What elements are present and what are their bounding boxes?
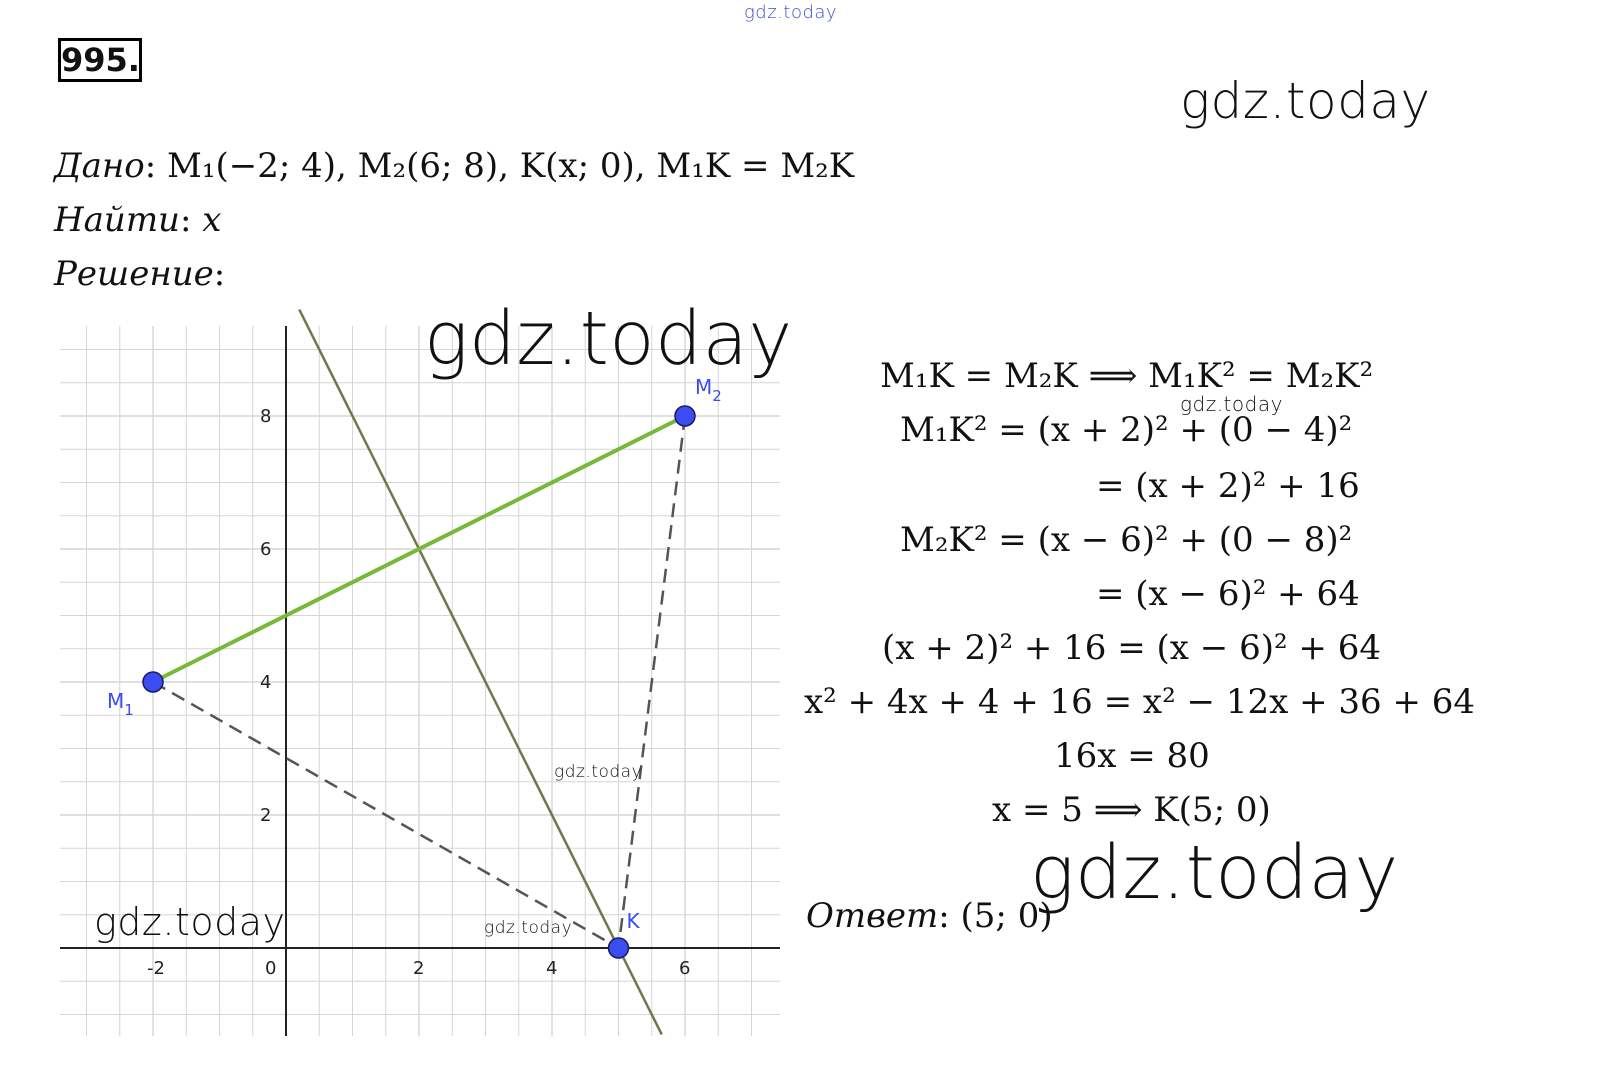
solution-label: Решение (54, 254, 214, 294)
given-label: Дано (54, 146, 145, 186)
equation-6: (x + 2)² + 16 = (x − 6)² + 64 (882, 628, 1381, 668)
watermark-graph-top: gdz.today (424, 296, 793, 382)
graph-points (107, 375, 722, 958)
find-text: x (202, 200, 222, 240)
find-label: Найти (54, 200, 180, 240)
point-label-m1: $M_1$ (107, 689, 134, 719)
x-tick-label: -2 (147, 958, 165, 979)
find-line: Найти: x (54, 200, 222, 240)
watermark-header: gdz.today (1180, 72, 1431, 130)
answer-line: Ответ: (5; 0) (806, 896, 1053, 936)
y-tick-label: 8 (260, 406, 272, 427)
x-tick-label: 0 (265, 958, 277, 979)
equation-2: M₁K² = (x + 2)² + (0 − 4)² (900, 410, 1353, 450)
equation-1: M₁K = M₂K ⟹ M₁K² = M₂K² (880, 356, 1374, 396)
y-tick-label: 2 (260, 805, 272, 826)
perpendicular-bisector (299, 310, 661, 1035)
point-m1 (143, 672, 163, 692)
x-tick-label: 6 (679, 958, 691, 979)
watermark-graph-small-1: gdz.today (554, 762, 643, 782)
y-tick-label: 6 (260, 539, 272, 560)
equation-4: M₂K² = (x − 6)² + (0 − 8)² (900, 520, 1353, 560)
point-label-k: K (626, 909, 640, 933)
watermark-bottom: gdz.today (1030, 830, 1399, 916)
problem-number: 995. (58, 38, 142, 82)
equation-8: 16x = 80 (1054, 736, 1210, 776)
x-tick-label: 4 (546, 958, 558, 979)
point-label-m2: $M_2$ (695, 375, 722, 405)
equation-5: = (x − 6)² + 64 (1096, 574, 1360, 614)
point-k (609, 938, 629, 958)
equation-9: x = 5 ⟹ K(5; 0) (992, 790, 1271, 830)
point-m2 (675, 406, 695, 426)
given-line: Дано: M₁(−2; 4), M₂(6; 8), K(x; 0), M₁K = M₂K (54, 146, 855, 186)
solution-line: Решение: (54, 254, 226, 294)
equation-3: = (x + 2)² + 16 (1096, 466, 1360, 506)
given-text: M₁(−2; 4), M₂(6; 8), K(x; 0), M₁K = M₂K (167, 146, 855, 186)
watermark-graph-bottom: gdz.today (94, 900, 286, 944)
equation-7: x² + 4x + 4 + 16 = x² − 12x + 36 + 64 (804, 682, 1476, 722)
watermark-graph-small-2: gdz.today (484, 918, 573, 938)
watermark-eq: gdz.today (1180, 392, 1283, 416)
x-tick-label: 2 (413, 958, 425, 979)
answer-value: (5; 0) (960, 896, 1053, 936)
answer-label: Ответ (806, 896, 939, 936)
watermark-top: gdz.today (744, 2, 838, 23)
y-tick-label: 4 (260, 672, 272, 693)
